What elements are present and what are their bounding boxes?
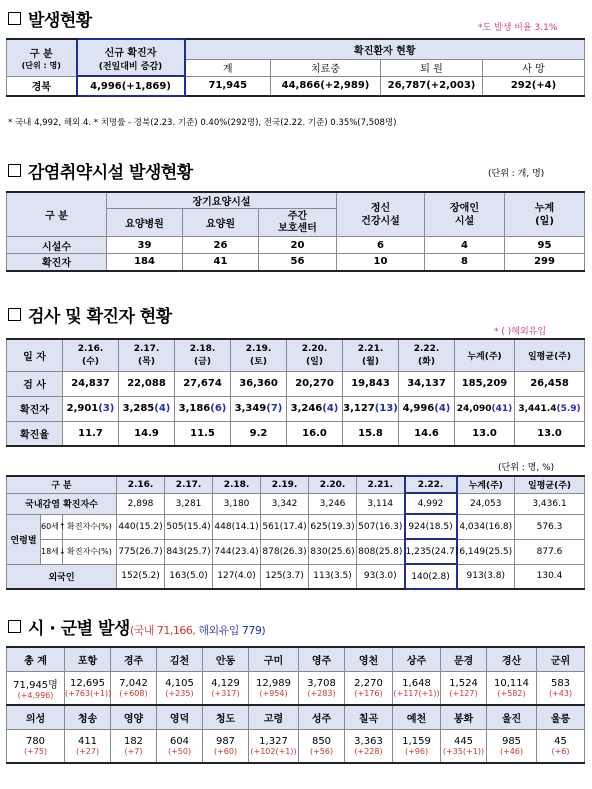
cell: 625(19.3): [309, 514, 357, 539]
cell: 4,034(16.8): [457, 514, 515, 539]
region-delta: (+96): [404, 746, 429, 756]
region-count: 604: [169, 735, 190, 747]
region-delta: (+102(+1)): [250, 746, 297, 756]
cell: 24,837: [63, 371, 119, 396]
region-name: 군위: [537, 647, 585, 671]
cell: 13.0: [455, 421, 515, 446]
header-disabled: 장애인 시설: [425, 192, 505, 237]
region-delta: (+117(+1)): [393, 688, 440, 698]
date-cell: 2.18.: [213, 476, 261, 493]
cell: 744(23.4): [213, 539, 261, 564]
cell: 4: [425, 237, 505, 254]
header-death: 사 망: [483, 59, 585, 76]
region-count: 985: [501, 735, 522, 747]
date-cell: 2.20.: [309, 476, 357, 493]
cell-highlight: 140(2.8): [405, 564, 457, 589]
cell: 127(4.0): [213, 564, 261, 589]
header-mental: 정신 건강시설: [337, 192, 425, 237]
row-label: 경북: [7, 76, 77, 96]
header-treating: 치료중: [271, 59, 381, 76]
region-delta: (+763(+1)): [65, 688, 112, 698]
region-value: [393, 671, 441, 705]
cell: 3,342: [261, 493, 309, 514]
row-label-tests: 검 사: [7, 371, 63, 396]
date-cell: 2.21. (월): [343, 339, 399, 371]
region-count: 45: [554, 735, 567, 747]
region-name: 의성: [7, 705, 65, 729]
region-name: 구미: [249, 647, 299, 671]
age-sublabel: 확진자수(%): [63, 539, 117, 564]
header-discharged: 퇴 원: [381, 59, 483, 76]
region-delta: (+4,996): [17, 690, 54, 700]
row-label-foreigner: 외국인: [7, 564, 117, 589]
cell: 20: [259, 237, 337, 254]
region-value: [65, 671, 111, 705]
cell: 152(5.2): [117, 564, 165, 589]
region-delta: (+56): [309, 746, 334, 756]
region-delta: (+235): [165, 688, 194, 698]
date-cell: 2.22. (화): [399, 339, 455, 371]
row-label-age: 연령별: [7, 514, 41, 564]
region-name: 영천: [345, 647, 393, 671]
region-count: 10,114: [494, 677, 529, 689]
cell: 130.4: [515, 564, 585, 589]
cell: 95: [505, 237, 585, 254]
cell: 13.0: [515, 421, 585, 446]
region-count: 2,270: [354, 677, 383, 689]
header-nursing-home: 요양원: [183, 209, 259, 237]
region-count: 583: [550, 677, 571, 689]
region-value: [7, 729, 65, 763]
region-value: [299, 729, 345, 763]
header-cumulative: 누계(주): [457, 476, 515, 493]
region-name: 영주: [299, 647, 345, 671]
cell: 3,349(7): [231, 396, 287, 421]
region-name: 울릉: [537, 705, 585, 729]
cell: 3,246(4): [287, 396, 343, 421]
discharged-value: 26,787(+2,003): [381, 76, 483, 96]
row-label-confirmed: 확진자: [7, 396, 63, 421]
treating-value: 44,866(+2,989): [271, 76, 381, 96]
death-value: 292(+4): [483, 76, 585, 96]
cell: 113(3.5): [309, 564, 357, 589]
region-delta: (+75): [23, 746, 48, 756]
header-status: 확진환자 현황: [185, 39, 585, 59]
cell: 878(26.3): [261, 539, 309, 564]
region-count: 1,524: [449, 677, 478, 689]
header-longterm: 장기요양시설: [107, 192, 337, 209]
cell: 15.8: [343, 421, 399, 446]
cell: 576.3: [515, 514, 585, 539]
cell: 27,674: [175, 371, 231, 396]
cell: 36,360: [231, 371, 287, 396]
foreign-note: * ( )해외유입: [494, 327, 547, 337]
region-value: [7, 671, 65, 705]
cell: 14.6: [399, 421, 455, 446]
cell: 877.6: [515, 539, 585, 564]
cell: 184: [107, 254, 183, 271]
region-count: 445: [453, 735, 474, 747]
cell-highlight: 4,992: [405, 493, 457, 514]
region-delta: (+582): [497, 688, 526, 698]
cell: 775(26.7): [117, 539, 165, 564]
header-cumulative: 누계(주): [455, 339, 515, 371]
ratio-note: *도 발생 비율 3.1%: [478, 23, 558, 33]
region-name: 경주: [111, 647, 157, 671]
cell: 20,270: [287, 371, 343, 396]
cell: 163(5.0): [165, 564, 213, 589]
cell: 11.7: [63, 421, 119, 446]
summary-foreign: 해외유입 779): [195, 624, 266, 637]
region-name: 상주: [393, 647, 441, 671]
region-value: [393, 729, 441, 763]
cell: 22,088: [119, 371, 175, 396]
cell: 11.5: [175, 421, 231, 446]
region-name: 울진: [487, 705, 537, 729]
date-cell: 2.17.: [165, 476, 213, 493]
cell: 2,901(3): [63, 396, 119, 421]
region-delta: (+317): [211, 688, 240, 698]
age-sublabel: 확진자수(%): [63, 514, 117, 539]
date-cell-highlight: 2.22.: [405, 476, 457, 493]
cell: 3,180: [213, 493, 261, 514]
region-delta: (+127): [449, 688, 478, 698]
cell: 913(3.8): [457, 564, 515, 589]
cell: 24,053: [457, 493, 515, 514]
cell: 3,281: [165, 493, 213, 514]
cell: 16.0: [287, 421, 343, 446]
cell: 6,149(25.5): [457, 539, 515, 564]
region-name: 안동: [203, 647, 249, 671]
cell: 93(3.0): [357, 564, 405, 589]
date-cell: 2.16. (수): [63, 339, 119, 371]
region-name: 영양: [111, 705, 157, 729]
region-delta: (+608): [119, 688, 148, 698]
region-count: 987: [215, 735, 236, 747]
region-value: [111, 729, 157, 763]
region-count: 71,945명: [13, 679, 58, 691]
cell: 9.2: [231, 421, 287, 446]
region-count: 4,129: [211, 677, 240, 689]
region-count: 411: [77, 735, 98, 747]
header-cumulative: 누계 (일): [505, 192, 585, 237]
region-value: [111, 671, 157, 705]
row-label: 확진자: [7, 254, 107, 271]
region-delta: (+50): [167, 746, 192, 756]
region-count: 4,105: [165, 677, 194, 689]
region-count: 1,327: [259, 735, 288, 747]
region-name: 칠곡: [345, 705, 393, 729]
cell: 808(25.8): [357, 539, 405, 564]
region-value: [441, 729, 487, 763]
date-cell: 2.20. (일): [287, 339, 343, 371]
facility-table: [6, 191, 585, 272]
region-value: [157, 729, 203, 763]
header-daycare: 주간 보호센터: [259, 209, 337, 237]
cell: 3,127(13): [343, 396, 399, 421]
region-name: 성주: [299, 705, 345, 729]
cell: 3,246: [309, 493, 357, 514]
region-name: 청송: [65, 705, 111, 729]
row-label: 시설수: [7, 237, 107, 254]
region-delta: (+6): [551, 746, 570, 756]
header-average: 일평균(주): [515, 339, 585, 371]
region-name: 예천: [393, 705, 441, 729]
checkbox-square-icon: [8, 620, 21, 633]
region-value: [345, 729, 393, 763]
region-count: 780: [25, 735, 46, 747]
date-cell: 2.16.: [117, 476, 165, 493]
region-name: 경산: [487, 647, 537, 671]
header-gubun: 구 분: [7, 476, 117, 493]
region-value: [203, 729, 249, 763]
summary-domestic: (국내 71,166,: [129, 624, 196, 637]
cell: 8: [425, 254, 505, 271]
region-value: [203, 671, 249, 705]
date-cell: 2.18. (금): [175, 339, 231, 371]
cell-highlight: 924(18.5): [405, 514, 457, 539]
region-count: 7,042: [119, 677, 148, 689]
cell: 19,843: [343, 371, 399, 396]
region-count: 182: [123, 735, 144, 747]
cell: 26: [183, 237, 259, 254]
region-value: [249, 729, 299, 763]
region-count: 1,159: [402, 735, 431, 747]
region-delta: (+35(+1)): [442, 746, 485, 756]
checkbox-square-icon: [8, 308, 21, 321]
cell: 830(25.6): [309, 539, 357, 564]
region-name: 영덕: [157, 705, 203, 729]
cell: 24,090(41): [455, 396, 515, 421]
row-label-rate: 확진율: [7, 421, 63, 446]
region-delta: (+43): [548, 688, 573, 698]
checkbox-square-icon: [8, 164, 21, 177]
cell: 299: [505, 254, 585, 271]
cell: 34,137: [399, 371, 455, 396]
facility-unit: (단위 : 개, 명): [488, 169, 545, 179]
region-value: [487, 729, 537, 763]
cell-highlight: 1,235(24.7): [405, 539, 457, 564]
test-table: [6, 338, 585, 447]
new-cases-value: 4,996(+1,869): [77, 76, 185, 96]
cell: 41: [183, 254, 259, 271]
status-table: [6, 38, 585, 97]
region-value: [345, 671, 393, 705]
total-value: 71,945: [185, 76, 271, 96]
region-count: 850: [311, 735, 332, 747]
region-delta: (+60): [213, 746, 238, 756]
cell: 26,458: [515, 371, 585, 396]
cell: 6: [337, 237, 425, 254]
cell: 440(15.2): [117, 514, 165, 539]
region-delta: (+954): [259, 688, 288, 698]
cell: 507(16.3): [357, 514, 405, 539]
cell: 3,114: [357, 493, 405, 514]
cell: 3,436.1: [515, 493, 585, 514]
cell: 125(3.7): [261, 564, 309, 589]
region-delta: (+46): [499, 746, 524, 756]
section-title-regions: 시 · 군별 발생(국내 71,166, 해외유입 779): [8, 614, 265, 639]
section-title-tests: 검사 및 확진자 현황: [8, 302, 172, 327]
cell: 185,209: [455, 371, 515, 396]
header-average: 일평균(주): [515, 476, 585, 493]
header-gubun: 구 분 (단위 : 명): [7, 39, 77, 76]
header-gubun: 구 분: [7, 192, 107, 237]
region-delta: (+27): [75, 746, 100, 756]
region-count: 3,708: [307, 677, 336, 689]
cell: 10: [337, 254, 425, 271]
age-label: 18세↓: [41, 539, 63, 564]
region-delta: (+228): [354, 746, 383, 756]
date-cell: 2.21.: [357, 476, 405, 493]
region-name: 봉화: [441, 705, 487, 729]
region-value: [249, 671, 299, 705]
region-name: 청도: [203, 705, 249, 729]
cell: 843(25.7): [165, 539, 213, 564]
header-nursing-hospital: 요양병원: [107, 209, 183, 237]
row-label-domestic: 국내감염 확진자수: [7, 493, 117, 514]
region-delta: (+283): [307, 688, 336, 698]
region-name: 고령: [249, 705, 299, 729]
section-title-facilities: 감염취약시설 발생현황: [8, 158, 193, 183]
region-value: [65, 729, 111, 763]
region-value: [537, 729, 585, 763]
region-count: 12,989: [256, 677, 291, 689]
age-table: [6, 475, 585, 590]
header-date: 일 자: [7, 339, 63, 371]
cell: 561(17.4): [261, 514, 309, 539]
region-value: [487, 671, 537, 705]
cell: 3,441.4(5.9): [515, 396, 585, 421]
region-name: 포항: [65, 647, 111, 671]
region-value: [441, 671, 487, 705]
region-count: 3,363: [354, 735, 383, 747]
region-name: 문경: [441, 647, 487, 671]
region-delta: (+176): [354, 688, 383, 698]
region-name: 총 계: [7, 647, 65, 671]
age-label: 60세↑: [41, 514, 63, 539]
date-cell: 2.19.: [261, 476, 309, 493]
region-table: [6, 646, 585, 764]
region-count: 1,648: [402, 677, 431, 689]
region-value: [157, 671, 203, 705]
cell: 448(14.1): [213, 514, 261, 539]
region-value: [537, 671, 585, 705]
region-name: 김천: [157, 647, 203, 671]
section-title-status: 발생현황: [8, 6, 92, 31]
region-delta: (+7): [124, 746, 143, 756]
cell: 3,186(6): [175, 396, 231, 421]
header-total: 계: [185, 59, 271, 76]
fatality-footnote: * 국내 4,992, 해외 4. * 치명률 - 경북(2.23. 기준) 0.40%(292명), 전국(2.22. 기준) 0.35%(7,508명): [8, 118, 397, 128]
cell: 505(15.4): [165, 514, 213, 539]
region-value: [299, 671, 345, 705]
date-cell: 2.19. (토): [231, 339, 287, 371]
cell: 4,996(4): [399, 396, 455, 421]
header-new-cases: 신규 확진자 (전일대비 증감): [77, 39, 185, 76]
cell: 3,285(4): [119, 396, 175, 421]
age-unit: (단위 : 명, %): [498, 463, 555, 473]
cell: 14.9: [119, 421, 175, 446]
date-cell: 2.17. (목): [119, 339, 175, 371]
region-count: 12,695: [70, 677, 105, 689]
cell: 2,898: [117, 493, 165, 514]
checkbox-square-icon: [8, 12, 21, 25]
cell: 39: [107, 237, 183, 254]
cell: 56: [259, 254, 337, 271]
